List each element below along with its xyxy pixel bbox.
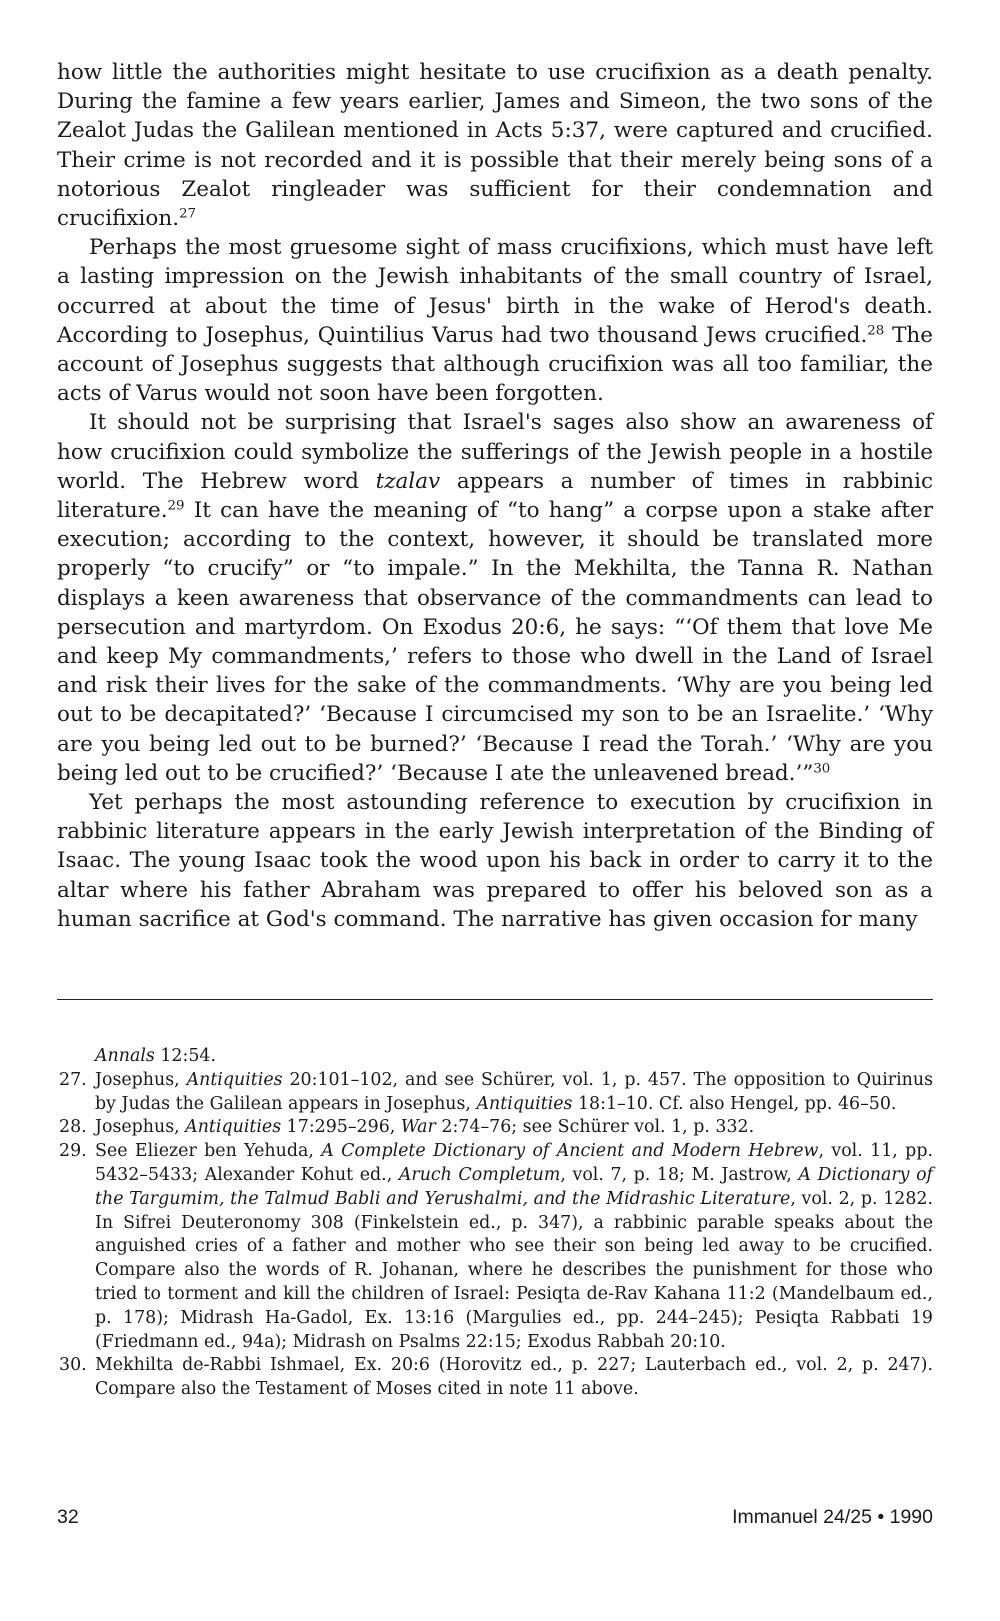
footnote-divider bbox=[57, 999, 933, 1000]
footnote-number: 29. bbox=[59, 1141, 87, 1162]
paragraph-1: how little the authorities might hesitate to use crucifixion as a death penalty. During the famine a few years earlier, James and Simeon, the two sons of the Zealot Judas the Galilean mentioned in Acts 5:37, were captured and crucified. Their crime is not recorded and it is possible that their merely being sons of a notorious Zealot ringleader was sufficient for their condemnation and crucifixion.$^{27}$ bbox=[57, 60, 933, 232]
footnote-29: 29. See Eliezer ben Yehuda, A Complete Dictionary of Ancient and Modern Hebrew, vol. 11, pp. 5432–5433; Alexander Kohut ed., Aruch Completum, vol. 7, p. 18; M. Jastrow, A Dictionary of the Targumim, the Talmud Babli and Yerushalmi, and the Midrashic Literature, vol. 2, p. 1282. In Sifrei Deuteronomy 308 (Finkelstein ed., p. 347), a rabbinic parable speaks about the anguished cries of a father and mother who see their son being led away to be crucified. Compare also the words of R. Johanan, where he describes the punishment for those who tried to torment and kill the children of Israel: Pesiqta de-Rav Kahana 11:2 (Mandelbaum ed., p. 178); Midrash Ha-Gadol, Ex. 13:16 (Margulies ed., pp. 244–245); Pesiqta Rabbati 19 (Friedmann ed., 94a); Midrash on Psalms 22:15; Exodus Rabbah 20:10. bbox=[59, 1141, 933, 1352]
footnote-27: 27. Josephus, Antiquities 20:101–102, and see Schürer, vol. 1, p. 457. The opposition to Quirinus by Judas the Galilean appears in Josephus, Antiquities 18:1–10. Cf. also Hengel, pp. 46–50. bbox=[59, 1069, 933, 1114]
page-number: 32 bbox=[57, 1506, 79, 1528]
paragraph-3: It should not be surprising that Israel's sages also show an awareness of how crucifixion could symbolize the sufferings of the Jewish people in a hostile world. The Hebrew word tzalav appears a number of times in rabbinic literature.$^{29}$ It can have the meaning of “to hang” a corpse upon a stake after execution; according to the context, however, it should be translated more properly “to crucify” or “to impale.” In the Mekhilta, the Tanna R. Nathan displays a keen awareness that observance of the commandments can lead to persecution and martyrdom. On Exodus 20:6, he says: “‘Of them that love Me and keep My commandments,’ refers to those who dwell in the Land of Israel and risk their lives for the sake of the commandments. ‘Why are you being led out to be decapitated?’ ‘Because I circumcised my son to be an Israelite.’ ‘Why are you being led out to be burned?’ ‘Because I read the Torah.’ ‘Why are you being led out to be crucified?’ ‘Because I ate the unleavened bread.’”$^{30}$ bbox=[57, 410, 934, 786]
main-text bbox=[57, 58, 933, 934]
footnote-ref-29: 29 bbox=[167, 498, 185, 514]
footnote-ref-30: 30 bbox=[813, 761, 831, 777]
footnote-number: 28. bbox=[59, 1117, 87, 1138]
journal-citation: Immanuel 24/25 • 1990 bbox=[732, 1506, 933, 1528]
footnote-number: 27. bbox=[59, 1069, 87, 1090]
footnote-ref-28: 28 bbox=[867, 323, 885, 339]
paragraph-4: Yet perhaps the most astounding reference to execution by crucifixion in rabbinic literature appears in the early Jewish interpretation of the Binding of Isaac. The young Isaac took the wood upon his back in order to carry it to the altar where his father Abraham was prepared to offer his beloved son as a human sacrifice at God's command. The narrative has given occasion for many bbox=[57, 790, 933, 932]
footnote-ref-27: 27 bbox=[179, 206, 197, 222]
footnote-30: 30. Mekhilta de-Rabbi Ishmael, Ex. 20:6 (Horovitz ed., p. 227; Lauterbach ed., vol. 2, p. 247). Compare also the Testament of Moses cited in note 11 above. bbox=[59, 1355, 933, 1400]
paragraph-2: Perhaps the most gruesome sight of mass crucifixions, which must have left a lasting impression on the Jewish inhabitants of the small country of Israel, occurred at about the time of Jesus' birth in the wake of Herod's death. According to Josephus, Quintilius Varus had two thousand Jews crucified.$^{28}$ The account of Josephus suggests that although crucifixion was all too familiar, the acts of Varus would not soon have been forgotten. bbox=[57, 235, 934, 407]
footnote-number: 30. bbox=[59, 1355, 87, 1376]
page-footer bbox=[57, 1506, 933, 1534]
footnote-continuation: Annals 12:54. bbox=[95, 1046, 217, 1066]
footnotes bbox=[57, 1045, 933, 1402]
footnote-28: 28. Josephus, Antiquities 17:295–296, War 2:74–76; see Schürer vol. 1, p. 332. bbox=[57, 1116, 933, 1140]
hebrew-term: tzalav bbox=[375, 468, 441, 494]
